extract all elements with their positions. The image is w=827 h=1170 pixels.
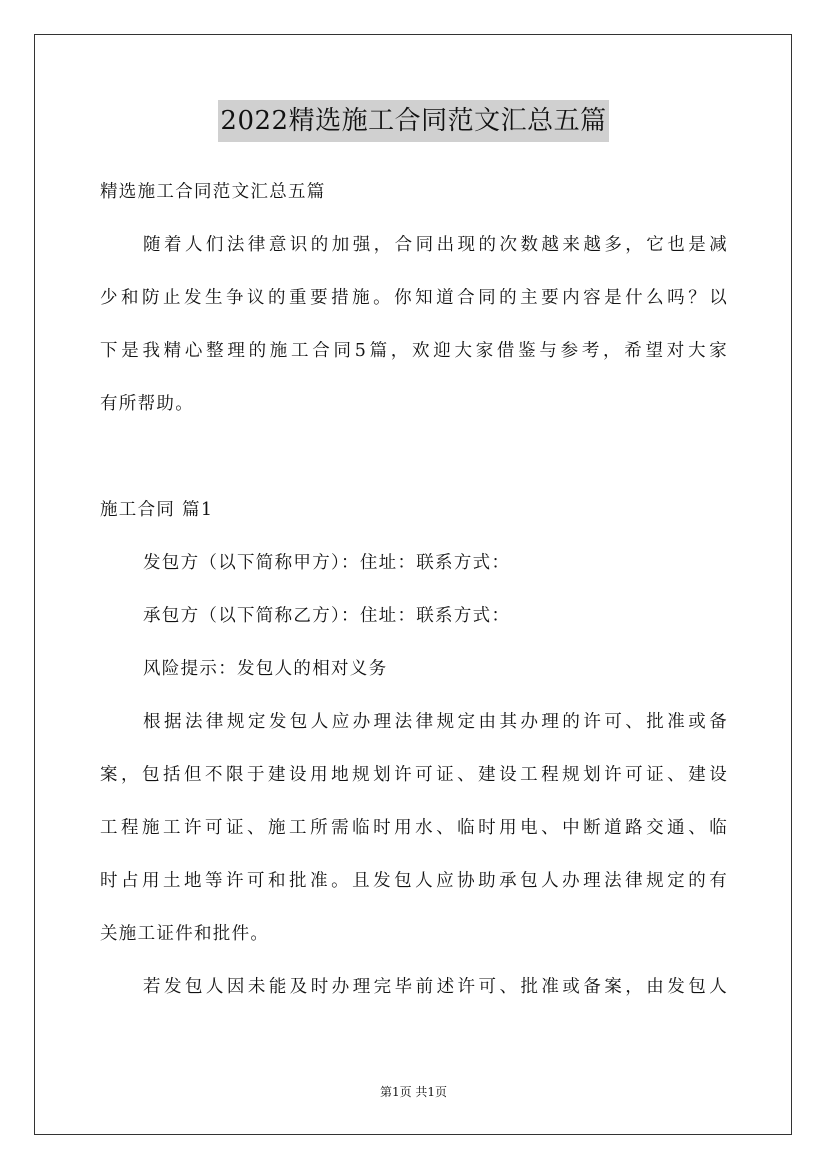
intro-line: 下是我精心整理的施工合同5篇，欢迎大家借鉴与参考，希望对大家 (100, 341, 728, 361)
intro-line: 随着人们法律意识的加强，合同出现的次数越来越多，它也是减 (143, 235, 728, 255)
subtitle: 精选施工合同范文汇总五篇 (100, 182, 326, 202)
body-line: 案，包括但不限于建设用地规划许可证、建设工程规划许可证、建设 (100, 765, 728, 785)
risk-heading: 风险提示：发包人的相对义务 (143, 659, 388, 679)
paragraph-gap (100, 431, 728, 484)
party-b-line: 承包方（以下简称乙方）：住址：联系方式： (143, 606, 511, 626)
page-footer (0, 1083, 827, 1101)
body-line: 关施工证件和批件。 (100, 924, 270, 944)
party-a-line: 发包方（以下简称甲方）：住址：联系方式： (143, 553, 511, 573)
section-heading: 施工合同 篇1 (100, 500, 214, 520)
body-line: 工程施工许可证、施工所需临时用水、临时用电、中断道路交通、临 (100, 818, 728, 838)
last-line: 若发包人因未能及时办理完毕前述许可、批准或备案，由发包人 (143, 977, 728, 997)
intro-line: 少和防止发生争议的重要措施。你知道合同的主要内容是什么吗？以 (100, 288, 728, 308)
body-line: 时占用土地等许可和批准。且发包人应协助承包人办理法律规定的有 (100, 871, 728, 891)
page-number: 第1页 共1页 (379, 1085, 448, 1099)
intro-line: 有所帮助。 (100, 394, 194, 414)
body-line: 根据法律规定发包人应办理法律规定由其办理的许可、批准或备 (143, 712, 728, 732)
document-title-block (0, 100, 827, 142)
document-title: 2022精选施工合同范文汇总五篇 (218, 100, 608, 142)
document-body (100, 166, 728, 1014)
